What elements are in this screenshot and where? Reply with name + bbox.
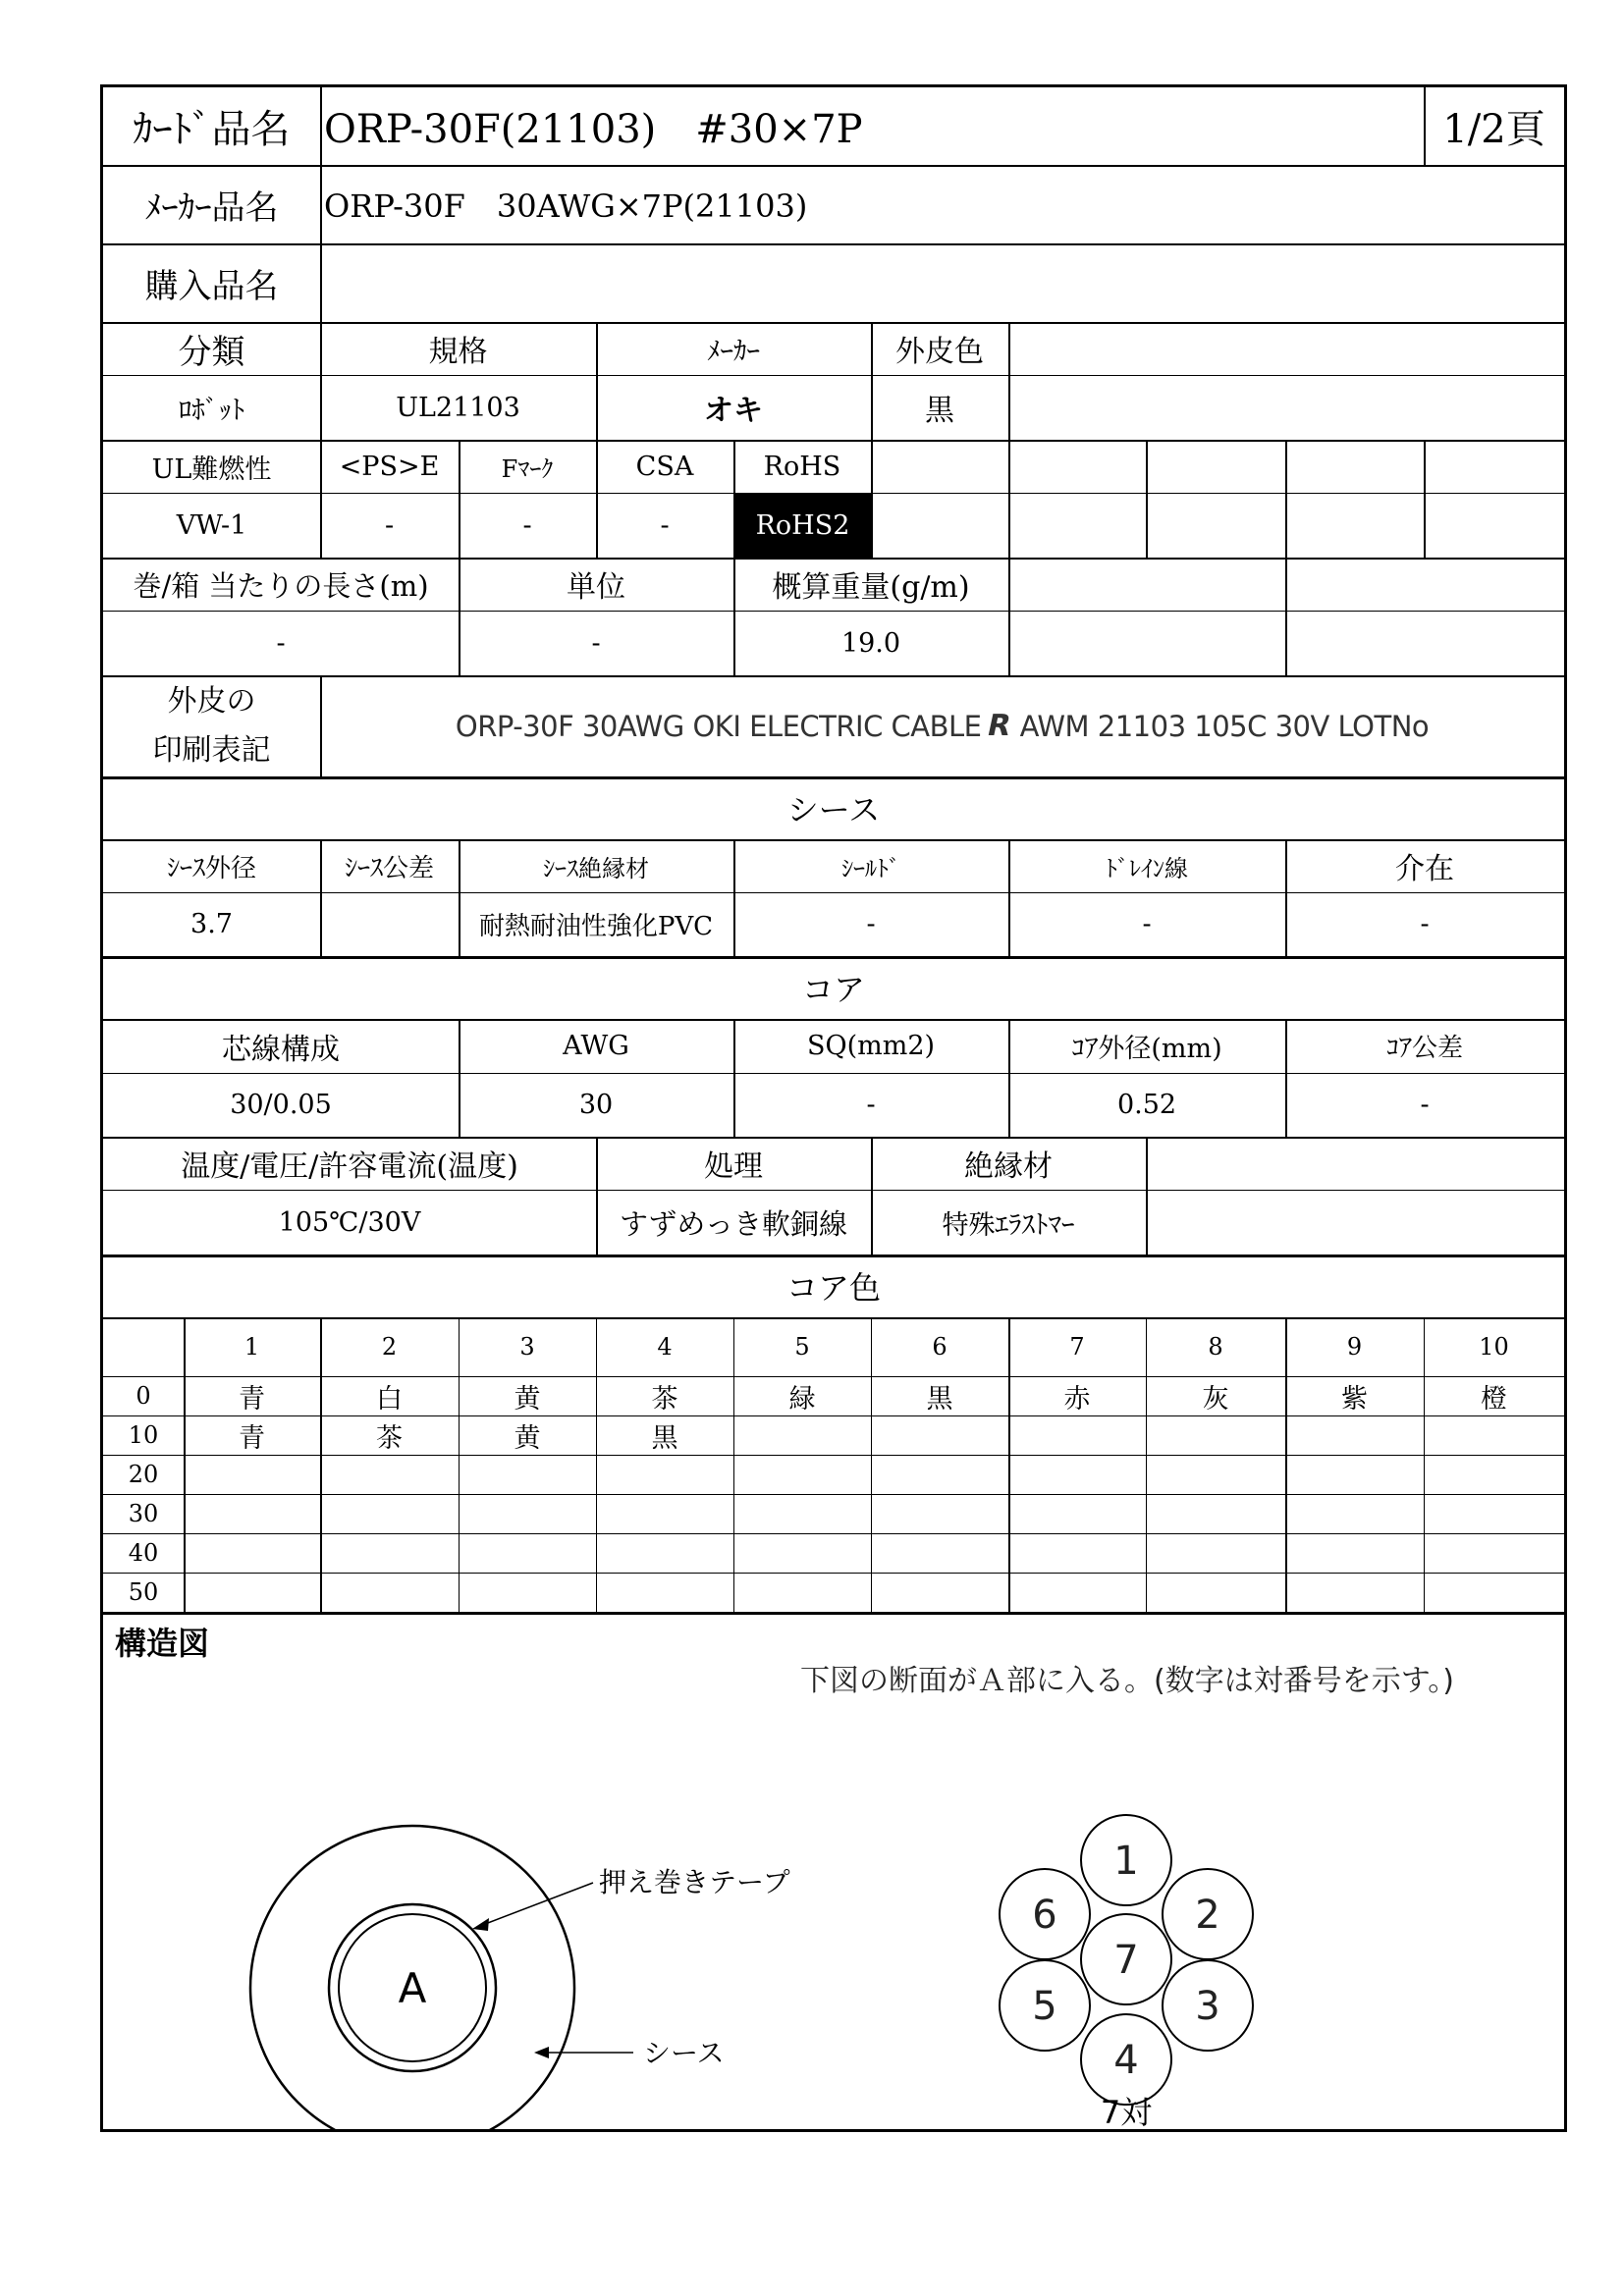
csa-value: - [660,509,670,541]
length-per-reel-value: - [276,627,286,659]
color-cell [596,1494,733,1533]
color-cell [1285,1494,1424,1533]
color-cell: 緑 [788,1383,816,1415]
color-cell [459,1533,596,1573]
print-marking-label-line2: 印刷表記 [152,732,271,768]
conductor-config-value: 30/0.05 [230,1090,332,1120]
core-section-title: コア [801,971,865,1008]
color-cell [1424,1494,1564,1533]
sheath-label: シース [643,2037,725,2069]
color-row-label: 20 [128,1461,159,1488]
color-cell: 黄 [514,1422,541,1454]
treatment-value: すずめっき軟銅線 [619,1206,847,1241]
color-col-header-1: 1 [244,1333,260,1361]
color-cell [1146,1455,1285,1494]
pair-number-7: 7 [1113,1938,1139,1983]
purchase-name-label: 購入品名 [144,266,279,306]
color-cell [459,1494,596,1533]
unit-label: 単位 [567,570,625,605]
sheath-tolerance-value [320,892,459,956]
page-indicator: 1/2頁 [1442,107,1545,152]
core-tolerance-label: ｺｱ公差 [1385,1034,1463,1063]
color-cell: 紫 [1341,1383,1368,1415]
color-col-header-7: 7 [1069,1333,1085,1361]
center-label-a: A [398,1964,427,2012]
color-cell [1008,1573,1146,1612]
color-cell [1424,1415,1564,1455]
color-col-header-10: 10 [1479,1333,1509,1361]
ul-flammability-value: VW-1 [176,509,247,541]
pse-label: <PS>E [339,451,440,482]
print-marking-label [103,675,320,776]
color-cell [1424,1533,1564,1573]
color-cell: 白 [376,1383,403,1415]
color-cell: 茶 [651,1383,678,1415]
color-cell: 黄 [514,1383,541,1415]
color-cell [1285,1455,1424,1494]
core-od-value: 0.52 [1116,1090,1177,1120]
pair-number-6: 6 [1032,1893,1057,1938]
color-cell [733,1494,871,1533]
card-name-value: ORP-30F(21103) #30×7P [324,107,863,152]
rohs-value: RoHS2 [734,494,871,558]
maker-label: ﾒｰｶｰ [707,336,760,367]
filler-label: 介在 [1395,852,1454,886]
core-tolerance-value: - [1420,1090,1430,1120]
sheath-section-title: シース [786,791,881,828]
maker-product-name-label: ﾒｰｶｰ品名 [144,187,279,228]
color-cell: 青 [239,1422,265,1454]
sq-label: SQ(mm2) [806,1031,936,1061]
sq-value: - [866,1090,876,1120]
color-row-label: 50 [128,1578,159,1606]
drain-wire-label: ﾄﾞﾚｲﾝ線 [1106,854,1188,882]
insulation-value: 特殊ｴﾗｽﾄﾏｰ [942,1209,1075,1241]
print-marking-text-after: AWM 21103 105C 30V LOTNo [1019,709,1430,743]
sheath-od-label: ｼｰｽ外径 [166,853,256,883]
color-cell [1146,1573,1285,1612]
color-row-label: 40 [128,1539,159,1567]
insulation-label: 絶縁材 [964,1149,1053,1184]
color-row-label: 10 [128,1421,159,1449]
color-cell: 黒 [651,1422,678,1454]
color-col-header-9: 9 [1346,1333,1363,1361]
csa-label: CSA [635,451,694,482]
tape-label: 押え巻きテープ [599,1866,790,1898]
spec-sheet [100,84,1567,2132]
color-cell [320,1455,459,1494]
standard-value: UL21103 [396,392,520,423]
jacket-color-label: 外皮色 [895,335,984,369]
color-cell [184,1494,320,1533]
length-per-reel-label: 巻/箱 当たりの長さ(m) [133,568,429,603]
color-col-header-8: 8 [1208,1333,1223,1361]
color-cell [320,1533,459,1573]
pair-number-1: 1 [1113,1839,1139,1884]
temp-voltage-current-label: 温度/電圧/許容電流(温度) [181,1149,518,1184]
sheath-insulation-label: ｼｰｽ絶縁材 [543,854,649,882]
approx-weight-label: 概算重量(g/m) [772,570,970,605]
sheath-tolerance-label: ｼｰｽ公差 [344,853,434,883]
standard-label: 規格 [428,335,488,369]
category-label: 分類 [178,332,245,372]
cable-cross-section-diagram [103,1615,1564,2129]
color-col-header-4: 4 [657,1333,673,1361]
tape-leader-arrow [472,1918,489,1931]
color-col-header-6: 6 [932,1333,947,1361]
color-cell [1285,1415,1424,1455]
color-cell [459,1573,596,1612]
print-marking-text [320,675,1564,776]
awg-value: 30 [578,1090,614,1120]
color-cell [184,1533,320,1573]
color-cell [1146,1533,1285,1573]
sheath-leader-arrow [534,2047,549,2058]
ul-recognized-mark: R [983,709,1010,743]
pair-count-caption-visible: 7対 [1100,2094,1153,2129]
shield-value: - [866,909,876,939]
maker-product-name-value: ORP-30F 30AWG×7P(21103) [324,187,808,225]
color-cell [596,1533,733,1573]
color-cell [184,1455,320,1494]
color-row-label: 30 [128,1500,159,1527]
temp-voltage-current-value: 105℃/30V [278,1206,421,1238]
color-cell [1008,1455,1146,1494]
color-cell [1008,1533,1146,1573]
category-value: ﾛﾎﾞｯﾄ [178,395,245,426]
color-cell: 灰 [1202,1383,1229,1415]
color-cell [733,1455,871,1494]
unit-value: - [591,627,601,659]
color-cell [1424,1455,1564,1494]
color-cell: 赤 [1063,1383,1091,1415]
color-cell [871,1415,1008,1455]
core-color-section-title: コア色 [785,1269,881,1307]
print-marking-text-before: ORP-30F 30AWG OKI ELECTRIC CABLE [455,709,982,743]
color-cell: 黒 [926,1383,953,1415]
maker-value: オキ [704,394,763,428]
color-cell [1146,1494,1285,1533]
jacket-color-value: 黒 [925,394,954,428]
color-cell [1008,1494,1146,1533]
ul-flammability-label: UL難燃性 [151,454,272,485]
color-cell [596,1455,733,1494]
color-cell [596,1573,733,1612]
color-cell [1285,1533,1424,1573]
color-cell: 青 [239,1383,265,1415]
treatment-label: 処理 [704,1149,763,1184]
pse-value: - [384,509,395,541]
shield-label: ｼｰﾙﾄﾞ [841,854,900,882]
tape-leader-line [480,1883,593,1926]
structure-title: 構造図 [115,1625,210,1662]
rohs-label: RoHS [763,451,841,482]
card-name-label: ｶｰﾄﾞ品名 [133,107,291,152]
color-col-header-3: 3 [519,1333,535,1361]
pair-number-4: 4 [1113,2038,1139,2083]
pair-number-3: 3 [1195,1984,1220,2029]
color-cell [1285,1573,1424,1612]
color-row-label: 0 [135,1382,151,1410]
approx-weight-value: 19.0 [840,627,901,659]
color-cell [871,1494,1008,1533]
print-marking-label-line1: 外皮の [167,683,256,719]
color-cell [1146,1415,1285,1455]
color-col-header-5: 5 [794,1333,810,1361]
pair-number-5: 5 [1032,1984,1057,2029]
color-cell [871,1455,1008,1494]
sheath-insulation-value: 耐熱耐油性強化PVC [478,912,714,941]
color-cell [871,1533,1008,1573]
drain-wire-value: - [1142,909,1152,939]
conductor-config-label: 芯線構成 [222,1032,340,1067]
awg-label: AWG [563,1031,629,1061]
color-cell [459,1455,596,1494]
structure-note: 下図の断面がＡ部に入る。(数字は対番号を示す。) [800,1664,1455,1698]
color-cell [733,1533,871,1573]
color-col-header-2: 2 [381,1333,398,1361]
color-cell [320,1573,459,1612]
color-cell: 茶 [376,1422,403,1454]
pair-number-2: 2 [1195,1893,1220,1938]
color-cell [320,1494,459,1533]
color-cell: 橙 [1481,1383,1507,1415]
filler-value: - [1420,909,1430,939]
sheath-od-value: 3.7 [190,909,233,939]
color-cell [1008,1415,1146,1455]
f-mark-value: - [522,509,532,541]
color-cell [733,1415,871,1455]
core-od-label: ｺｱ外径(mm) [1071,1034,1222,1064]
f-mark-label: Fﾏｰｸ [501,454,554,483]
color-cell [733,1573,871,1612]
color-cell [184,1573,320,1612]
color-cell [1424,1573,1564,1612]
color-cell [871,1573,1008,1612]
purchase-name-value [320,243,1564,322]
